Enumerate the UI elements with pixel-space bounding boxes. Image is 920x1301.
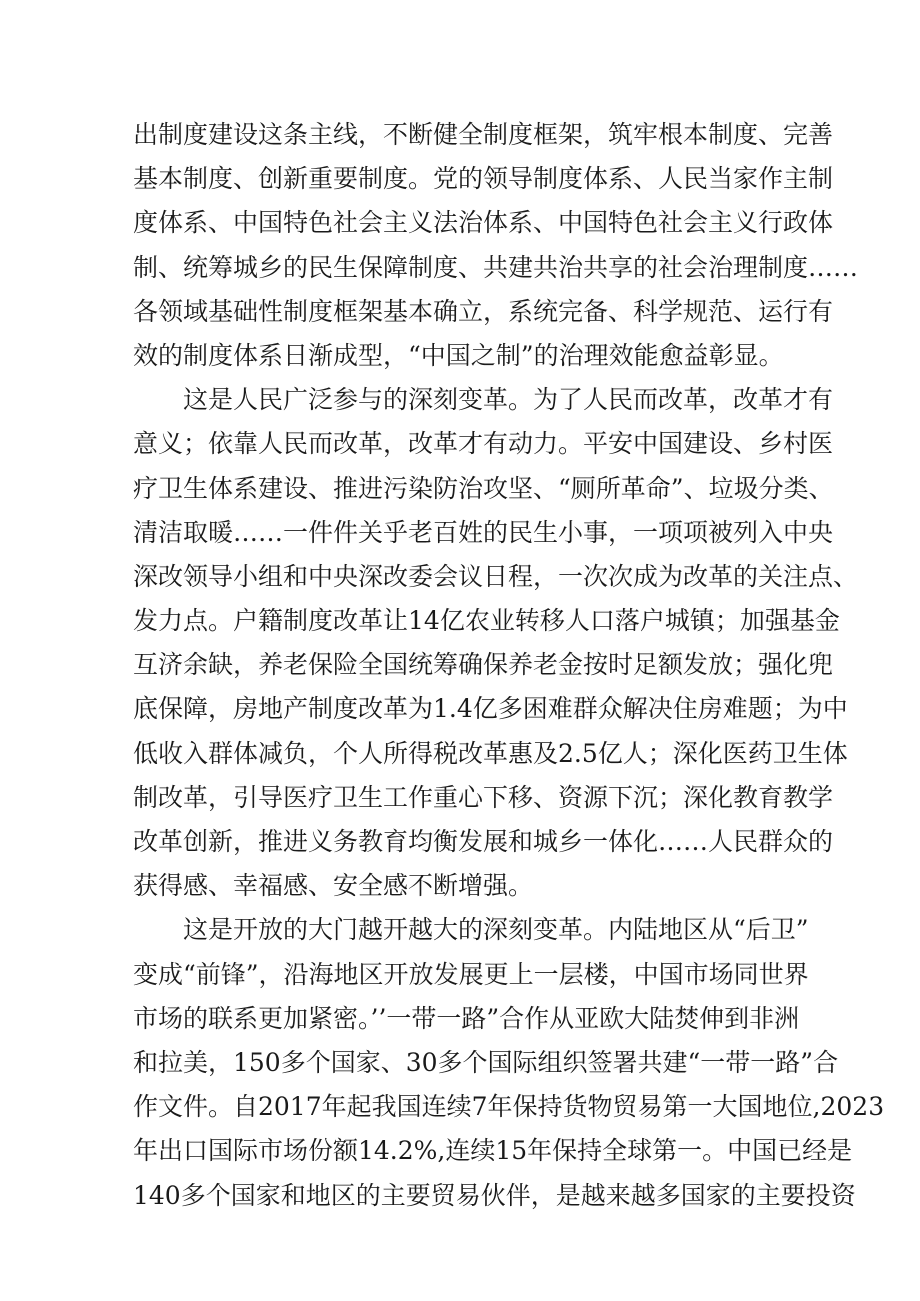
text-line: 基本制度、创新重要制度。党的领导制度体系、人民当家作主制 [133,164,834,194]
text-line: 意义；依靠人民而改革，改革才有动力。平安中国建设、乡村医 [133,429,834,459]
text-line: 出制度建设这条主线，不断健全制度框架，筑牢根本制度、完善 [133,120,834,149]
text-line: 获得感、幸福感、安全感不断增强。 [133,871,534,901]
text-line: 疗卫生体系建设、推进污染防治攻坚、“厕所革命”、垃圾分类、 [133,473,834,503]
text-line: 底保障，房地产制度改革为1.4亿多困难群众解决住房难题；为中 [133,694,848,724]
text-line: 发力点。户籍制度改革让14亿农业转移人口落户城镇；加强基金 [133,606,840,636]
text-line: 作文件。自2017年起我国连续7年保持货物贸易第一大国地位,2023 [133,1092,885,1122]
text-line: 和拉美，150多个国家、30多个国际组织签署共建“一带一路”合 [133,1047,839,1077]
text-line: 制改革，引导医疗卫生工作重心下移、资源下沉；深化教育教学 [133,782,834,812]
paragraph-first-line: 这是开放的大门越开越大的深刻变革。内陆地区从“后卫” [183,915,809,945]
text-line: 清洁取暖……一件件关乎老百姓的民生小事，一项项被列入中央 [133,517,834,547]
text-line: 变成“前锋”，沿海地区开放发展更上一层楼，中国市场同世界 [133,959,809,989]
text-line: 各领域基础性制度框架基本确立，系统完备、科学规范、运行有 [133,296,834,326]
body-text [133,113,885,1218]
text-line: 市场的联系更加紧密。’’一带一路”合作从亚欧大陆焚伸到非洲 [133,1003,800,1033]
text-line: 效的制度体系日渐成型，“中国之制”的治理效能愈益彰显。 [133,340,784,370]
text-line: 深改领导小组和中央深改委会议日程，一次次成为改革的关注点、 [133,561,859,591]
paragraph-first-line: 这是人民广泛参与的深刻变革。为了人民而改革，改革才有 [183,385,834,415]
text-line: 制、统筹城乡的民生保障制度、共建共治共享的社会治理制度…… [133,252,859,282]
text-line: 低收入群体减负，个人所得税改革惠及2.5亿人；深化医药卫生体 [133,738,848,768]
text-line: 年出口国际市场份额14.2%,连续15年保持全球第一。中国已经是 [133,1136,853,1166]
text-line: 互济余缺，养老保险全国统筹确保养老金按时足额发放；强化兜 [133,650,834,680]
text-line: 改革创新，推进义务教育均衡发展和城乡一体化……人民群众的 [133,827,834,856]
text-line: 度体系、中国特色社会主义法治体系、中国特色社会主义行政体 [133,208,834,238]
text-line: 140多个国家和地区的主要贸易伙伴，是越来越多国家的主要投资 [133,1180,856,1210]
